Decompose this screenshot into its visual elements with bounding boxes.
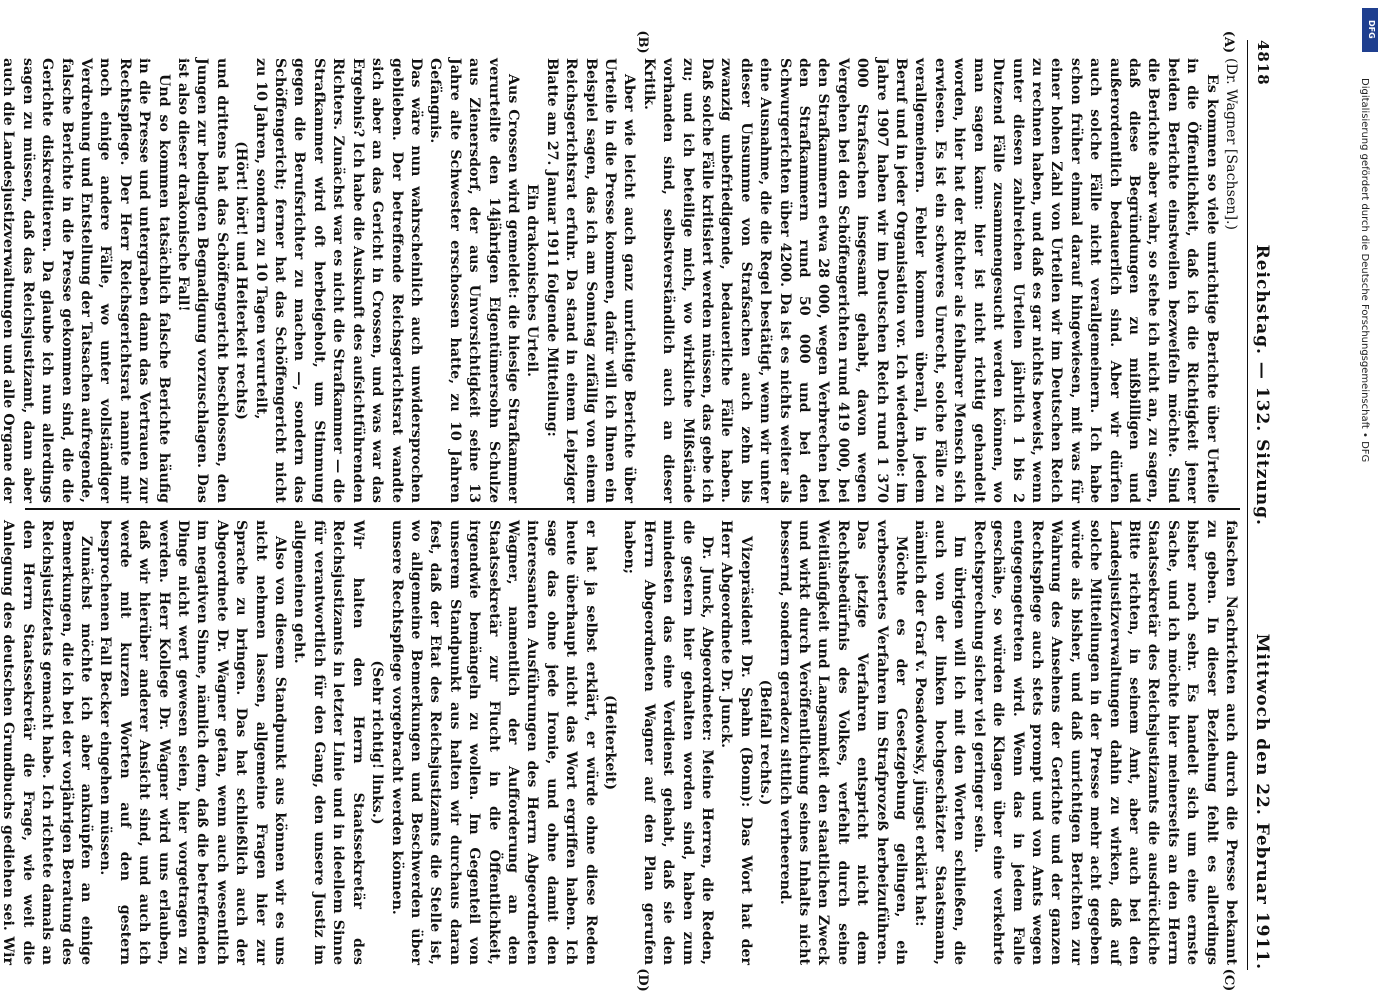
interjection: (Heiterkeit) xyxy=(602,694,618,791)
paragraph: Dr. Junck, Abgeordneter: Meine Herren, die Reden, die gestern hier gehalten worden sind, haben zum mindesten das eine Verdienst gehabt, daß sie den Herrn Abgeordneten Wagner auf den Plan gerufen haben; xyxy=(621,520,716,965)
attribution-strip xyxy=(1348,20,1378,980)
running-head: (Dr. Wagner [Sachsen].) xyxy=(1223,58,1239,231)
paragraph: Zunächst möchte ich aber anknüpfen an einige Bemerkungen, die ich bei der vorjährigen Beratung des Reichsjustizetats gemacht habe. Ich richtete damals an den Herrn Staatssekretär die Frage, wie weit die Anlegung des deutschen Grundbuchs gediehen sei. Wir xyxy=(0,520,95,965)
margin-marker-a: (A) xyxy=(1221,30,1236,54)
interjection: (Sehr richtig! links.) xyxy=(369,660,386,825)
right-column xyxy=(0,520,1240,965)
paragraph: Im übrigen will ich mit den Worten schließen, die auch von der linken hochgeschätzter Staatsmann, nämlich der Graf v. Posadowsky, jüngst erklärt hat: xyxy=(912,520,968,965)
quote: Möchte es der Gesetzgebung gelingen, ein verbessertes Verfahren im Strafprozeß herbeizuführen. Das jetzige Verfahren entspricht nicht dem Rechtsbedürfnis des Volkes, verfehlt durch seine Weitläufigkeit und Langsamkeit den staatlichen Zweck und wirkt durch Veröffentlichung seines Inhalts nicht bessernd, sondern geradezu sittlich verheerend. xyxy=(776,520,910,965)
attribution-text: Digitalisierung gefördert durch die Deutsche Forschungsgemeinschaft • DFG xyxy=(1359,78,1370,463)
interjection: (Hört! hört! und Heiterkeit rechts) xyxy=(233,141,250,420)
dfg-logo: DFG xyxy=(1362,8,1378,52)
quote: Aus Crossen wird gemeldet: die hiesige Strafkammer verurteilte den 14jährigen Eigentümersohn Schulze aus Zienersdorf, der aus Unvorsichtigkeit seine 13 Jahre alte Schwester erschossen hatte, zu 10 Jahren Gefängnis. xyxy=(427,58,521,503)
margin-marker-d: (D) xyxy=(635,968,650,992)
paragraph: Und so kommen tatsächlich falsche Berichte häufig in die Presse und untergraben dann das Vertrauen zur Rechtspflege. Der Herr Reichsgerichtsrat nannte mir noch einige andere Fälle, wo unter vollständiger Verdrehung und Entstellung der Tatsachen aufregende, falsche Berichte in die Presse gekommen sind, die die Gerichte diskreditieren. Da glaube ich nun allerdings sagen zu müssen, daß das Reichsjustizamt, dann aber auch die Landesjustizverwaltungen und alle Organe der xyxy=(0,58,172,503)
paragraph: Es kommen so viele unrichtige Berichte über Urteile in die Öffentlichkeit, daß ich die Richtigkeit jener beiden Berichte einstweilen bezweifeln möchte. Sind die Berichte aber wahr, so stehe ich nicht an, zu sagen, daß diese Begründungen zu mißbilligen und außerordentlich bedauerlich sind. Aber wir dürfen auch solche Fälle nicht verallgemeinern. Ich habe schon früher einmal darauf hingewiesen, mit was für einer hohen Zahl von Urteilen wir im Deutschen Reich zu rechnen haben, und daß es gar nichts beweist, wenn unter diesen zahlreichen Urteilen jährlich 1 bis 2 Dutzend Fälle zusammengesucht werden können, wo man sagen kann: hier ist nicht richtig gehandelt worden, hier hat der Richter als fehlbarer Mensch sich erwiesen. Es ist ein schweres Unrecht, solche Fälle zu verallgemeinern. Fehler kommen überall, in jedem Beruf und in jeder Organisation vor. Ich wiederhole: im Jahre 1907 haben wir im Deutschen Reich rund 1 370 000 Strafsachen insgesamt gehabt, davon wegen Vergehen bei den Schöffengerichten rund 419 000, bei den Strafkammern etwa 28 000, wegen Verbrechen bei den Strafkammern rund 50 000 und bei den Schwurgerichten über 4200. Da ist es nichts weiter als eine Ausnahme, die die Regel bestätigt, wenn wir unter dieser Unsumme von Strafsachen auch zehn bis zwanzig unbefriedigende, bedauerliche Fälle haben. Daß solche Fälle kritisiert werden müssen, das gebe ich zu; und ich beteilige mich, wo wirkliche Mißstände vorhanden sind, selbstverständlich auch an dieser Kritik. xyxy=(640,58,1220,503)
paragraph: falschen Nachrichten auch durch die Presse bekannt zu geben. In dieser Beziehung fehlt es allerdings bisher noch sehr. Es handelt sich um eine ernste Sache, und ich möchte hier meinerseits an den Herrn Staatssekretär des Reichsjustizamts die ausdrückliche Bitte richten, in seinem Amt, aber auch bei den Landesjustizverwaltungen dahin zu wirken, daß auf solche Mitteilungen in der Presse mehr acht gegeben würde als bisher, und daß unrichtigen Berichten zur Wahrung des Ansehens der Gerichte und der ganzen Rechtspflege auch stets prompt und von Amts wegen entgegengetreten wird. Wenn das in jedem Falle geschähe, so würden die Klagen über eine verkehrte Rechtsprechung sicher viel geringer sein. xyxy=(970,520,1239,965)
paragraph: Also von diesem Standpunkt aus können wir es uns nicht nehmen lassen, allgemeine Fragen hier zur Sprache zu bringen. Das hat schließlich auch der Abgeordnete Dr. Wagner getan, wenn auch wesentlich im negativen Sinne, nämlich dem, daß die betreffenden Dinge nicht wert gewesen seien, hier vorgetragen zu werden. Herr Kollege Dr. Wagner wird uns erlauben, daß wir hierüber anderer Ansicht sind, und auch ich werde mit kurzen Worten auf den gestern besprochenen Fall Becker eingehen müssen. xyxy=(97,520,289,965)
page-number: 4818 xyxy=(1254,40,1272,86)
paragraph: Vizepräsident Dr. Spahn (Bonn): Das Wort hat der Herr Abgeordnete Dr. Junck. xyxy=(718,520,754,965)
column-divider xyxy=(25,508,1240,510)
applause: (Beifall rechts.) xyxy=(757,679,774,806)
margin-marker-c: (C) xyxy=(1221,968,1236,992)
margin-marker-b: (B) xyxy=(635,30,650,54)
paragraph: Wir halten den Herrn Staatssekretär des Reichsjustizamts in letzter Linie und in ideellem Sinne für verantwortlich für den Gang, den unsere Justiz im allgemeinen geht. xyxy=(291,520,366,965)
header-date: Mittwoch den 22. Februar 1911. xyxy=(1252,633,1272,970)
paragraph: er hat ja selbst erklärt, er würde ohne diese Reden heute überhaupt nicht das Wort ergriffen haben. Ich sage das ohne jede Ironie, und ohne damit den interessanten Ausführungen des Herrn Abgeordneten Wagner, namentlich der Aufforderung an den Staatssekretär zur Flucht in die Öffentlichkeit, irgendwie bemängeln zu wollen. Im Gegenteil von unserem Standpunkt aus halten wir durchaus daran fest, daß der Etat des Reichsjustizamts die Stelle ist, wo allgemeine Bemerkungen und Beschwerden über unsere Rechtspflege vorgebracht werden können. xyxy=(388,520,599,965)
page-header xyxy=(1247,40,1276,970)
paragraph: und drittens hat das Schöffengericht beschlossen, den Jungen zur bedingten Begnadigung vorzuschlagen. Das ist also dieser drakonische Fall! xyxy=(175,58,230,503)
quote-title: Ein drakonisches Urteil. xyxy=(524,183,541,378)
paragraph: Aber wie leicht auch ganz unrichtige Berichte über Urteile in die Presse kommen, dafür will ich Ihnen ein Beispiel sagen, das ich am Sonntag zufällig von einem Reichsgerichtsrat erfuhr. Da stand in einem Leipziger Blatte am 27. Januar 1911 folgende Mitteilung: xyxy=(543,58,638,503)
left-column xyxy=(0,58,1240,503)
header-session: Reichstag. — 132. Sitzung. xyxy=(1252,244,1272,526)
paragraph: Das wäre nun wahrscheinlich auch unwidersprochen geblieben. Der betreffende Reichsgerichtsrat wandte sich aber an das Gericht in Crossen, und was war das Ergebnis? Ich habe die Auskunft des aufsichtführenden Richters. Zunächst war es nicht die Strafkammer — die Strafkammer wird oft herbeigeholt, um Stimmung gegen die Berufsrichter zu machen —, sondern das Schöffengericht; ferner hat das Schöffengericht nicht zu 10 Jahren, sondern zu 10 Tagen verurteilt, xyxy=(252,58,424,503)
